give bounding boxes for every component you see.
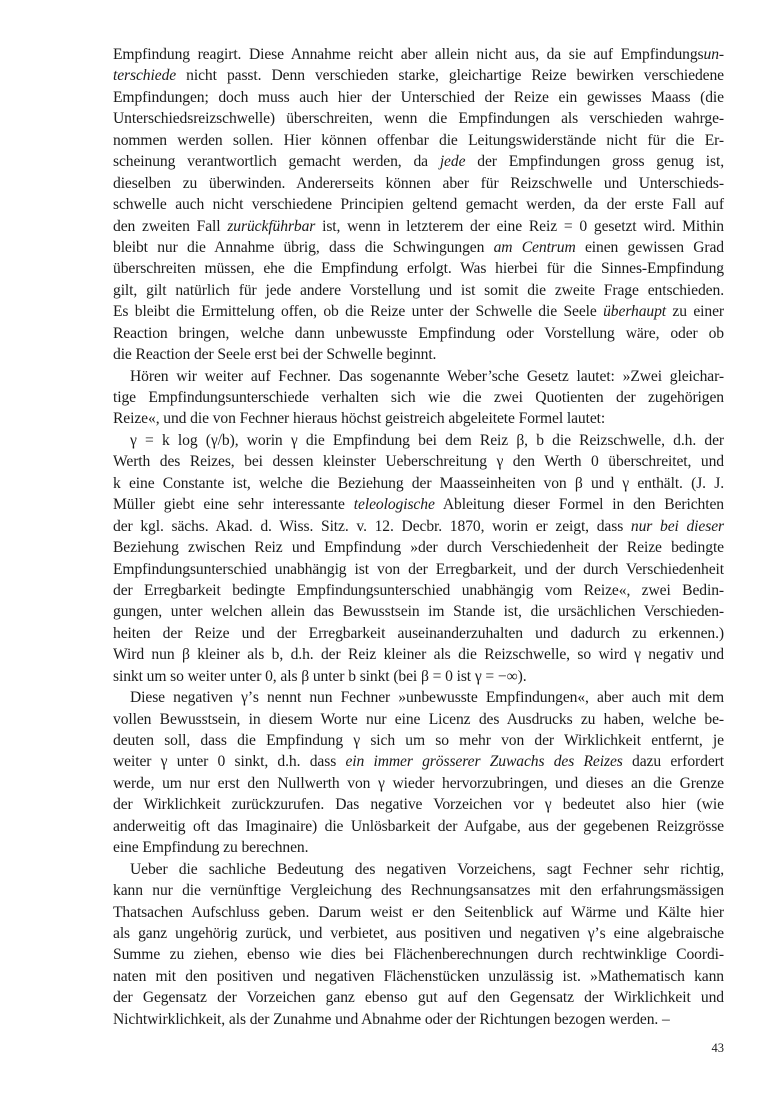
page-text	[113, 44, 724, 1030]
page-number: 43	[711, 1041, 724, 1055]
text-line: überschreiten müssen, ehe die Empfindung erfolgt. Was hierbei für die Sinnes-Empfindung	[113, 260, 724, 278]
text-line: naten mit den positiven und negativen Flächenstücken unzulässig ist. »Mathematisch kann	[113, 967, 724, 985]
text-line: deuten soll, dass die Empfindung γ sich um so mehr von der Wirklichkeit entfernt, je	[113, 732, 724, 749]
text-line: Empfindungen; doch muss auch hier der Unterschied der Reize ein gewisses Maass (die	[113, 88, 724, 106]
text-line: gungen, unter welchen allein das Bewusstsein im Stande ist, die ursächlichen Verschieden-	[113, 603, 724, 621]
text-line: Empfindung reagirt. Diese Annahme reicht aber allein nicht aus, da sie auf Empfindungsun-	[113, 46, 724, 63]
text-line: terschiede nicht passt. Denn verschieden starke, gleichartige Reize bewirken verschiedene	[113, 67, 724, 85]
text-line: Hören wir weiter auf Fechner. Das sogenannte Weber’sche Gesetz lautet: »Zwei gleichar-	[130, 367, 724, 385]
text-line: eine Empfindung zu berechnen.	[113, 839, 309, 857]
text-line: die Reaction der Seele erst bei der Schwelle beginnt.	[113, 346, 437, 364]
text-line: tige Empfindungsunterschiede verhalten sich wie die zwei Quotienten der zugehörigen	[113, 389, 724, 406]
text-line: γ = k log (γ/b), worin γ die Empfindung bei dem Reiz β, b die Reizschwelle, d.h. der	[130, 431, 724, 449]
text-line: Reize«, und die von Fechner hieraus höchst geistreich abgeleitete Formel lautet:	[113, 410, 606, 428]
text-line: sinkt um so weiter unter 0, als β unter b sinkt (bei β = 0 ist γ = −∞).	[113, 667, 527, 685]
text-line: gilt, gilt natürlich für jede andere Vorstellung und ist somit die zweite Frage entschieden.	[113, 281, 724, 299]
text-line: werde, um nur erst den Nullwerth von γ wieder hervorzubringen, und dieses an die Grenze	[113, 774, 724, 792]
text-line: Reaction bringen, welche dann unbewusste Empfindung oder Vorstellung wäre, oder ob	[113, 324, 724, 342]
text-line: der Wirklichkeit zurückzurufen. Das negative Vorzeichen vor γ bedeutet also hier (wie	[113, 796, 724, 814]
text-line: nommen werden sollen. Hier können offenbar die Leitungswiderstände nicht für die Er-	[113, 131, 724, 149]
text-line: Beziehung zwischen Reiz und Empfindung »der durch Verschiedenheit der Reize bedingte	[113, 539, 724, 557]
text-line: der kgl. sächs. Akad. d. Wiss. Sitz. v. 12. Decbr. 1870, worin er zeigt, dass nur bei dieser	[113, 517, 724, 535]
text-line: anderweitig oft das Imaginaire) die Unlösbarkeit der Aufgabe, aus der gegebenen Reizgrösse	[113, 817, 724, 835]
text-line: der Gegensatz der Vorzeichen ganz ebenso gut auf den Gegensatz der Wirklichkeit und	[113, 989, 724, 1007]
text-line: kann nur die vernünftige Vergleichung des Rechnungsansatzes mit den erfahrungsmässigen	[113, 882, 724, 900]
text-line: Diese negativen γ’s nennt nun Fechner »unbewusste Empfindungen«, aber auch mit dem	[130, 689, 724, 707]
text-line: k eine Constante ist, welche die Beziehung der Maasseinheiten von β und γ enthält. (J. J.	[113, 474, 724, 492]
text-line: schwelle auch nicht verschiedene Principien geltend gemacht werden, da der erste Fall auf	[113, 196, 724, 214]
text-line: als ganz ungehörig zurück, und verbietet, aus positiven und negativen γ’s eine algebraische	[113, 924, 724, 942]
text-line: Ueber die sachliche Bedeutung des negativen Vorzeichens, sagt Fechner sehr richtig,	[130, 860, 724, 878]
text-line: weiter γ unter 0 sinkt, d.h. dass ein immer grösserer Zuwachs des Reizes dazu erfordert	[113, 753, 724, 771]
text-line: Unterschiedsreizschwelle) überschreiten, wenn die Empfindungen als verschieden wahrge-	[113, 110, 724, 128]
text-line: Nichtwirklichkeit, als der Zunahme und Abnahme oder der Richtungen bezogen werden. –	[113, 1010, 670, 1028]
text-line: Wird nun β kleiner als b, d.h. der Reiz kleiner als die Reizschwelle, so wird γ negativ und	[113, 646, 724, 664]
text-line: Es bleibt die Ermittelung offen, ob die Reize unter der Schwelle die Seele überhaupt zu einer	[113, 303, 724, 321]
text-line: scheinung verantwortlich gemacht werden, da jede der Empfindungen gross genug ist,	[113, 153, 724, 171]
text-line: dieselben zu überwinden. Andererseits können aber für Reizschwelle und Unterschieds-	[113, 174, 724, 192]
text-line: den zweiten Fall zurückführbar ist, wenn in letzterem der eine Reiz = 0 gesetzt wird. Mithin	[113, 217, 724, 235]
text-line: Thatsachen Aufschluss geben. Darum weist er den Seitenblick auf Wärme und Kälte hier	[113, 903, 724, 921]
text-line: heiten der Reize und der Erregbarkeit auseinanderzuhalten und dadurch zu erkennen.)	[113, 624, 724, 642]
text-line: vollen Bewusstsein, in diesem Worte nur eine Licenz des Ausdrucks zu haben, welche be-	[113, 710, 724, 728]
text-line: Empfindungsunterschied unabhängig ist von der Erregbarkeit, und der durch Verschiedenheit	[113, 560, 724, 578]
text-line: der Erregbarkeit bedingte Empfindungsunterschied unabhängig vom Reize«, zwei Bedin-	[113, 581, 724, 599]
text-line: Müller giebt eine sehr interessante teleologische Ableitung dieser Formel in den Berichten	[113, 496, 724, 514]
text-line: Summe zu ziehen, ebenso wie dies bei Flächenberechnungen durch rechtwinklige Coordi-	[113, 946, 724, 964]
text-line: bleibt nur die Annahme übrig, dass die Schwingungen am Centrum einen gewissen Grad	[113, 238, 724, 256]
text-line: Werth des Reizes, bei dessen kleinster Ueberschreitung γ den Werth 0 überschreitet, und	[113, 453, 724, 471]
